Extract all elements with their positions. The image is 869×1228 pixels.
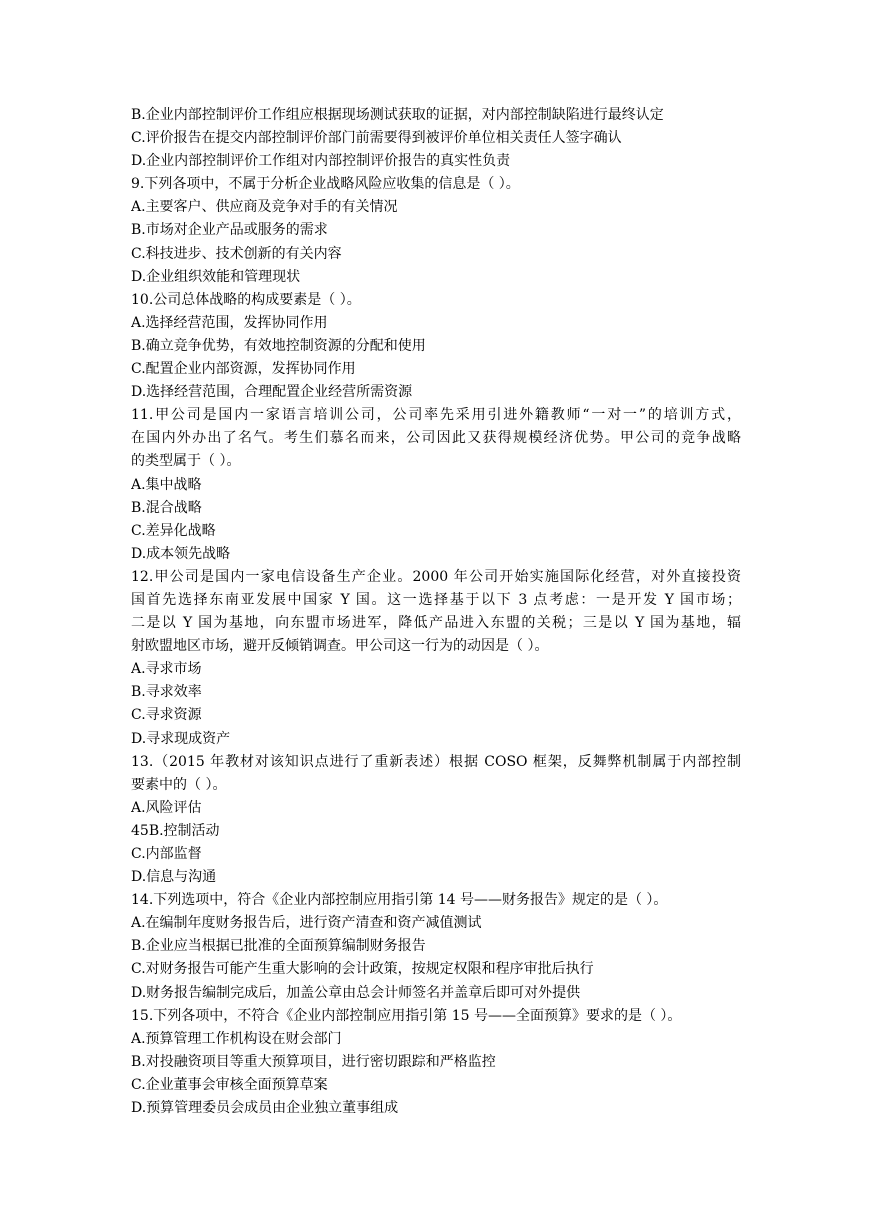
option-line: A.在编制年度财务报告后，进行资产清查和资产减值测试 [131, 915, 482, 932]
option-line: B.确立竞争优势，有效地控制资源的分配和使用 [131, 337, 426, 354]
option-line: D.信息与沟通 [131, 869, 217, 886]
question-11-continued: 在国内外办出了名气。考生们慕名而来，公司因此又获得规模经济优势。甲公司的竞争战略 [131, 430, 741, 447]
option-line: A.预算管理工作机构设在财会部门 [131, 1030, 342, 1047]
option-line: C.企业董事会审核全面预算草案 [131, 1076, 328, 1093]
question-12-continued: 国首先选择东南亚发展中国家 Y 国。这一选择基于以下 3 点考虑：一是开发 Y 国市场； [131, 591, 741, 608]
question-12-continued: 射欧盟地区市场，避开反倾销调查。甲公司这一行为的动因是（ ）。 [131, 638, 549, 655]
option-line: C.科技进步、技术创新的有关内容 [131, 245, 342, 262]
option-line: C.对财务报告可能产生重大影响的会计政策，按规定权限和程序审批后执行 [131, 961, 594, 978]
option-line: C.内部监督 [131, 846, 202, 862]
question-11-continued: 的类型属于（ ）。 [131, 453, 241, 470]
option-line: C.差异化战略 [131, 522, 216, 539]
question-15: 15.下列各项中，不符合《企业内部控制应用指引第 15 号——全面预算》要求的是（ ）。 [131, 1007, 682, 1024]
option-line: D.寻求现成资产 [131, 730, 231, 747]
question-11: 11.甲公司是国内一家语言培训公司，公司率先采用引进外籍教师“一对一”的培训方式， [131, 407, 741, 424]
option-line: D.选择经营范围，合理配置企业经营所需资源 [131, 384, 413, 401]
option-line: B.混合战略 [131, 499, 202, 516]
question-12-continued: 二是以 Y 国为基地，向东盟市场进军，降低产品进入东盟的关税；三是以 Y 国为基地，辐 [131, 615, 741, 632]
option-line: A.选择经营范围，发挥协同作用 [131, 314, 328, 331]
option-line: D.财务报告编制完成后，加盖公章由总会计师签名并盖章后即可对外提供 [131, 984, 581, 1001]
question-14: 14.下列选项中，符合《企业内部控制应用指引第 14 号——财务报告》规定的是（ ）。 [131, 892, 668, 909]
option-line: D.预算管理委员会成员由企业独立董事组成 [131, 1100, 399, 1117]
option-line: B.寻求效率 [131, 684, 202, 701]
option-line: D.企业组织效能和管理现状 [131, 268, 301, 285]
option-line: A.集中战略 [131, 476, 202, 493]
document-body [131, 104, 741, 1120]
option-line: 45B.控制活动 [131, 822, 220, 839]
option-line: A.风险评估 [131, 799, 202, 816]
text-line: B.企业内部控制评价工作组应根据现场测试获取的证据，对内部控制缺陷进行最终认定 [131, 107, 664, 123]
text-line: D.企业内部控制评价工作组对内部控制评价报告的真实性负责 [131, 153, 511, 170]
text-line: C.评价报告在提交内部控制评价部门前需要得到被评价单位相关责任人签字确认 [131, 130, 622, 147]
question-13: 13.（2015 年教材对该知识点进行了重新表述）根据 COSO 框架，反舞弊机制属于内部控制 [131, 753, 741, 770]
option-line: B.市场对企业产品或服务的需求 [131, 222, 328, 239]
option-line: C.配置企业内部资源，发挥协同作用 [131, 361, 356, 378]
option-line: A.主要客户、供应商及竞争对手的有关情况 [131, 199, 398, 216]
question-9: 9.下列各项中，不属于分析企业战略风险应收集的信息是（ ）。 [131, 176, 520, 193]
option-line: B.企业应当根据已批准的全面预算编制财务报告 [131, 938, 426, 955]
question-12: 12.甲公司是国内一家电信设备生产企业。2000 年公司开始实施国际化经营，对外直接投资 [131, 568, 741, 585]
question-13-continued: 要素中的（ ）。 [131, 776, 227, 793]
option-line: C.寻求资源 [131, 707, 202, 724]
question-10: 10.公司总体战略的构成要素是（ ）。 [131, 291, 361, 308]
option-line: A.寻求市场 [131, 661, 202, 678]
option-line: D.成本领先战略 [131, 545, 231, 562]
option-line: B.对投融资项目等重大预算项目，进行密切跟踪和严格监控 [131, 1053, 496, 1070]
